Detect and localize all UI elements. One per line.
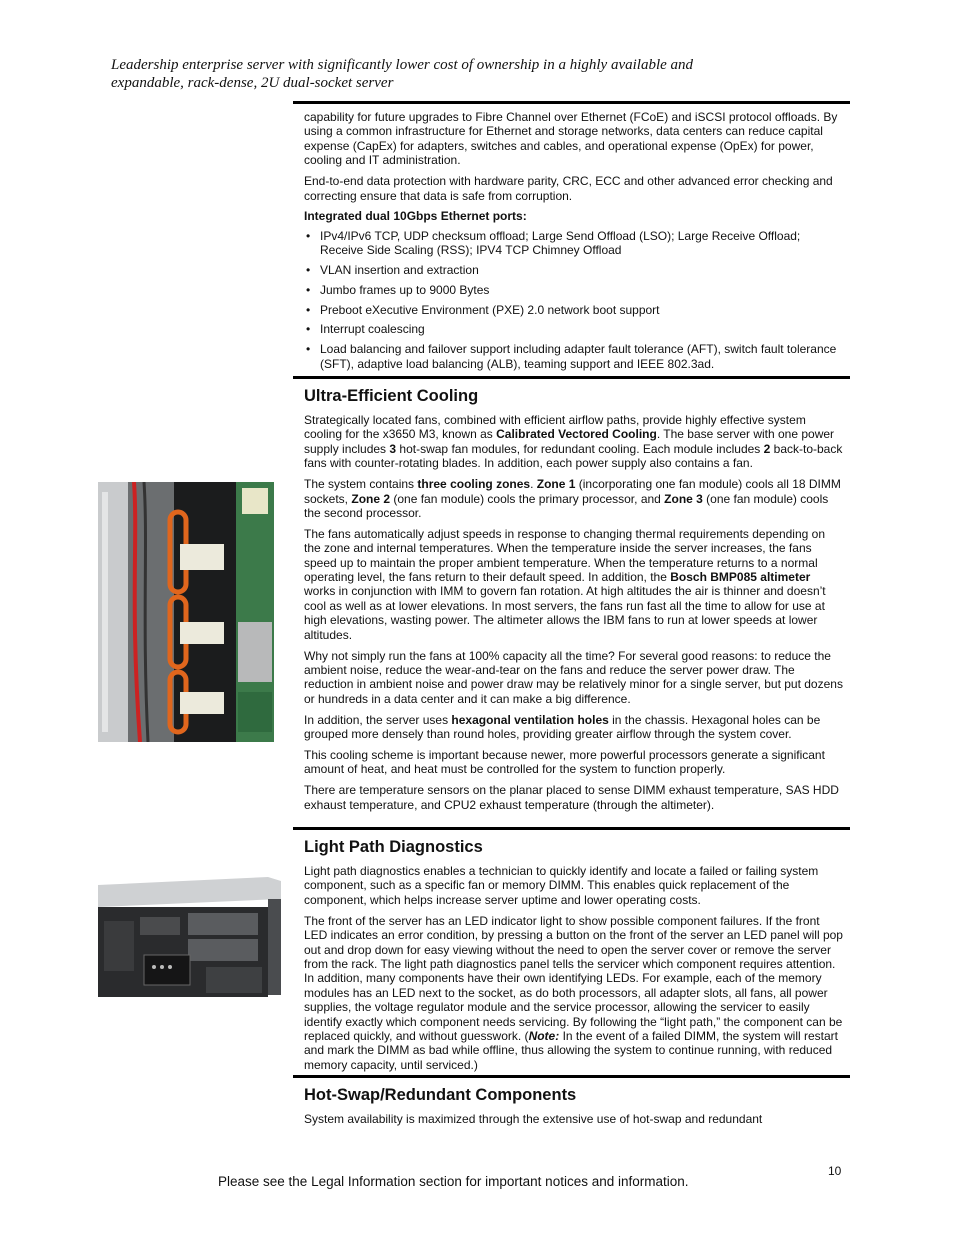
fans-image-icon [98, 482, 274, 742]
front-image-icon [98, 877, 281, 1001]
intro-section [304, 110, 844, 376]
section-rule [293, 827, 850, 830]
page-number: 10 [828, 1164, 842, 1178]
hotswap-section [304, 1086, 844, 1133]
cooling-paragraph: The system contains three cooling zones. Zone 1 (incorporating one fan module) cools all 18 DIMM sockets, Zone 2 (one fan module) cools the primary processor, and Zone 3 (one fan module) cools the second processor. [304, 477, 841, 520]
list-item: • VLAN insertion and extraction [304, 263, 844, 277]
lightpath-paragraph: Light path diagnostics enables a technician to quickly identify and locate a failed or failing system component, such as a specific fan or memory DIMM. This enables quick replacement of the component, which helps increase server uptime and lower operating costs. [304, 864, 819, 907]
server-front-photo [98, 877, 281, 1001]
intro-paragraph: capability for future upgrades to Fibre Channel over Ethernet (FCoE) and iSCSI protocol offloads. By using a common infrastructure for Ethernet and storage networks, data centers can reduce capital expense (CapEx) for adapters, switches and cables, and operational expense (OpEx) for power, cooling and IT administration. [304, 110, 838, 168]
cooling-paragraph: In addition, the server uses hexagonal ventilation holes in the chassis. Hexagonal holes can be grouped more densely than round holes, providing greater airflow through the system cover. [304, 712, 821, 742]
cooling-paragraph: There are temperature sensors on the planar placed to sense DIMM exhaust temperature, SAS HDD exhaust temperature, and CPU2 exhaust temperature (through the altimeter). [304, 783, 839, 812]
list-item: • Jumbo frames up to 9000 Bytes [304, 283, 844, 297]
list-item: • IPv4/IPv6 TCP, UDP checksum offload; Large Send Offload (LSO); Large Receive Offload; Receive Side Scaling (RSS); IPV4 TCP Chimney Offload [304, 229, 844, 258]
lightpath-section [304, 838, 844, 1079]
list-item: • Preboot eXecutive Environment (PXE) 2.0 network boot support [304, 303, 844, 317]
cooling-section [304, 387, 844, 819]
intro-paragraph: End-to-end data protection with hardware parity, CRC, ECC and other advanced error checking and correcting ensure that data is safe from corruption. [304, 174, 833, 203]
header-line-1: Leadership enterprise server with significantly lower cost of ownership in a highly available and [111, 57, 694, 73]
section-heading: Ultra-Efficient Cooling [304, 387, 479, 405]
cooling-paragraph: Why not simply run the fans at 100% capacity all the time? For several good reasons: to reduce the ambient noise, reduce the wear-and-tear on the fans and reduce the server power draw. The reduction in ambient noise and power draw may be relatively minor for a single server, but put dozens or hundreds in a data center and it can make a big difference. [304, 648, 843, 706]
server-fans-photo [98, 482, 274, 742]
cooling-paragraph: This cooling scheme is important because newer, more powerful processors generate a significant amount of heat, and heat must be controlled for the system to function properly. [304, 748, 825, 777]
ports-heading: Integrated dual 10Gbps Ethernet ports: [304, 209, 527, 224]
header-line-2: expandable, rack-dense, 2U dual-socket server [111, 75, 394, 91]
ports-list [304, 229, 844, 371]
legal-notice: Please see the Legal Information section for important notices and information. [218, 1174, 689, 1189]
hotswap-paragraph: System availability is maximized through the extensive use of hot-swap and redundant [304, 1112, 763, 1126]
lightpath-paragraph: The front of the server has an LED indicator light to show possible component failures. If the front LED indicates an error condition, by pressing a button on the front of the server an LED panel will pop out and drop down for easy viewing without the need to open the server cover or remove the server from the rack. The light path diagnostics panel tells the servicer which component requires attention. In addition, many components have their own identifying LEDs. For example, each of the memory modules has an LED next to the socket, as do both processors, all adapter slots, all fans, all power supplies, the voltage regulator module and the service processor, allowing the servicer to easily identify exactly which component needs servicing. By following the “light path,” the component can be replaced quickly, and without guesswork. (Note: In the event of a failed DIMM, the system will restart and mark the DIMM as bad while offline, thus allowing the system to continue running, with reduced memory capacity, until serviced.) [304, 913, 843, 1072]
section-rule [293, 101, 850, 104]
list-item: • Load balancing and failover support including adapter fault tolerance (AFT), switch fault tolerance (SFT), adaptive load balancing (ALB), teaming support and IEEE 802.3ad. [304, 342, 844, 371]
list-item: • Interrupt coalescing [304, 322, 844, 336]
cooling-paragraph: The fans automatically adjust speeds in response to changing thermal requirements depending on the zone and internal temperatures. When the temperature inside the server increases, the fans speed up to maintain the proper ambient temperature. When the temperature returns to a normal operating level, the fans return to their default speed. In addition, the Bosch BMP085 altimeter works in conjunction with IMM to govern fan rotation. At high altitudes the air is thinner and doesn’t cool as well as at lower elevations. In most servers, the fans run fast all the time to allow for use at high elevations, wasting power. The altimeter allows the IBM fans to run at lower speeds at lower altitudes. [304, 526, 826, 642]
page-header [111, 56, 811, 92]
cooling-paragraph: Strategically located fans, combined with efficient airflow paths, provide highly effective system cooling for the x3650 M3, known as Calibrated Vectored Cooling. The base server with one power supply includes 3 hot-swap fan modules, for redundant cooling. Each module includes 2 back-to-back fans with counter-rotating blades. In addition, each power supply also contains a fan. [304, 413, 843, 471]
section-heading: Light Path Diagnostics [304, 838, 483, 856]
section-heading: Hot-Swap/Redundant Components [304, 1086, 577, 1104]
section-rule [293, 376, 850, 379]
